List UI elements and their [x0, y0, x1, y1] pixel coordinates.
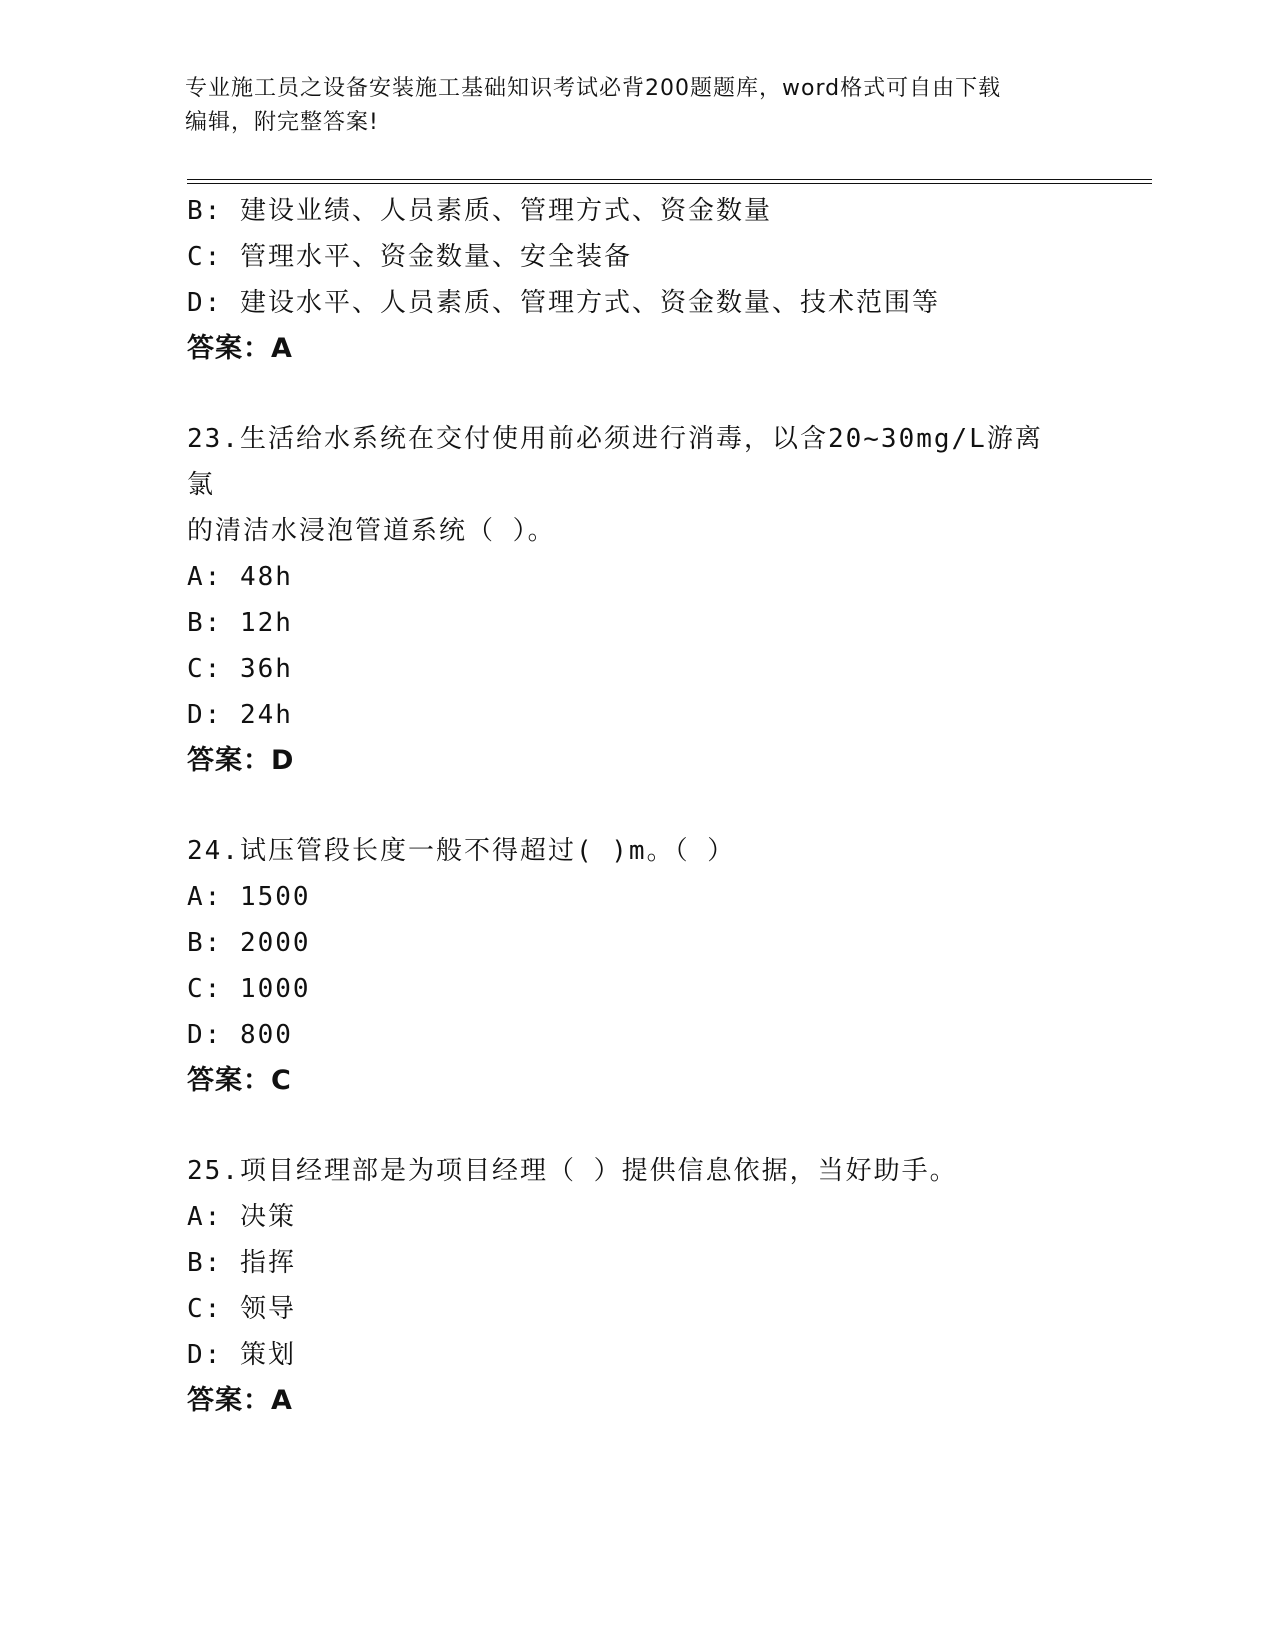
header-title-line-1: 专业施工员之设备安装施工基础知识考试必背200题题库，word格式可自由下载 — [185, 76, 1002, 101]
header-title-line-2: 编辑，附完整答案! — [185, 110, 379, 135]
question-22-option-b: B: 建设业绩、人员素质、管理方式、资金数量 — [187, 196, 772, 226]
question-23-answer: 答案：D — [187, 745, 295, 776]
question-23 — [187, 416, 1087, 784]
question-23-option-d: D: 24h — [187, 700, 293, 730]
question-25-stem: 25.项目经理部是为项目经理（ ）提供信息依据，当好助手。 — [187, 1156, 958, 1186]
question-23-option-b: B: 12h — [187, 608, 293, 638]
question-24-answer: 答案：C — [187, 1065, 292, 1096]
question-24-option-c: C: 1000 — [187, 974, 311, 1004]
question-25-option-a: A: 决策 — [187, 1202, 296, 1232]
question-22-option-d: D: 建设水平、人员素质、管理方式、资金数量、技术范围等 — [187, 288, 940, 318]
question-24-option-b: B: 2000 — [187, 928, 311, 958]
header-divider-bottom — [187, 183, 1152, 184]
question-22 — [187, 188, 1087, 372]
question-22-option-c: C: 管理水平、资金数量、安全装备 — [187, 242, 632, 272]
spacer — [187, 372, 1087, 416]
question-24 — [187, 828, 1087, 1104]
question-list — [187, 188, 1087, 1424]
question-25-option-b: B: 指挥 — [187, 1248, 296, 1278]
question-24-option-a: A: 1500 — [187, 882, 311, 912]
question-25 — [187, 1148, 1087, 1424]
question-25-option-d: D: 策划 — [187, 1340, 296, 1370]
question-25-option-c: C: 领导 — [187, 1294, 296, 1324]
document-header — [185, 72, 1065, 140]
question-25-answer: 答案：A — [187, 1385, 293, 1416]
spacer — [187, 784, 1087, 828]
question-23-stem-line-1: 23.生活给水系统在交付使用前必须进行消毒，以含20~30mg/L游离氯 — [187, 424, 1043, 500]
question-23-option-a: A: 48h — [187, 562, 293, 592]
question-22-answer: 答案：A — [187, 333, 293, 364]
question-23-stem-line-2: 的清洁水浸泡管道系统（ ）。 — [187, 516, 556, 546]
spacer — [187, 1104, 1087, 1148]
header-divider-top — [187, 179, 1152, 180]
question-24-stem: 24.试压管段长度一般不得超过( )m。（ ） — [187, 836, 736, 866]
question-23-option-c: C: 36h — [187, 654, 293, 684]
question-24-option-d: D: 800 — [187, 1020, 293, 1050]
